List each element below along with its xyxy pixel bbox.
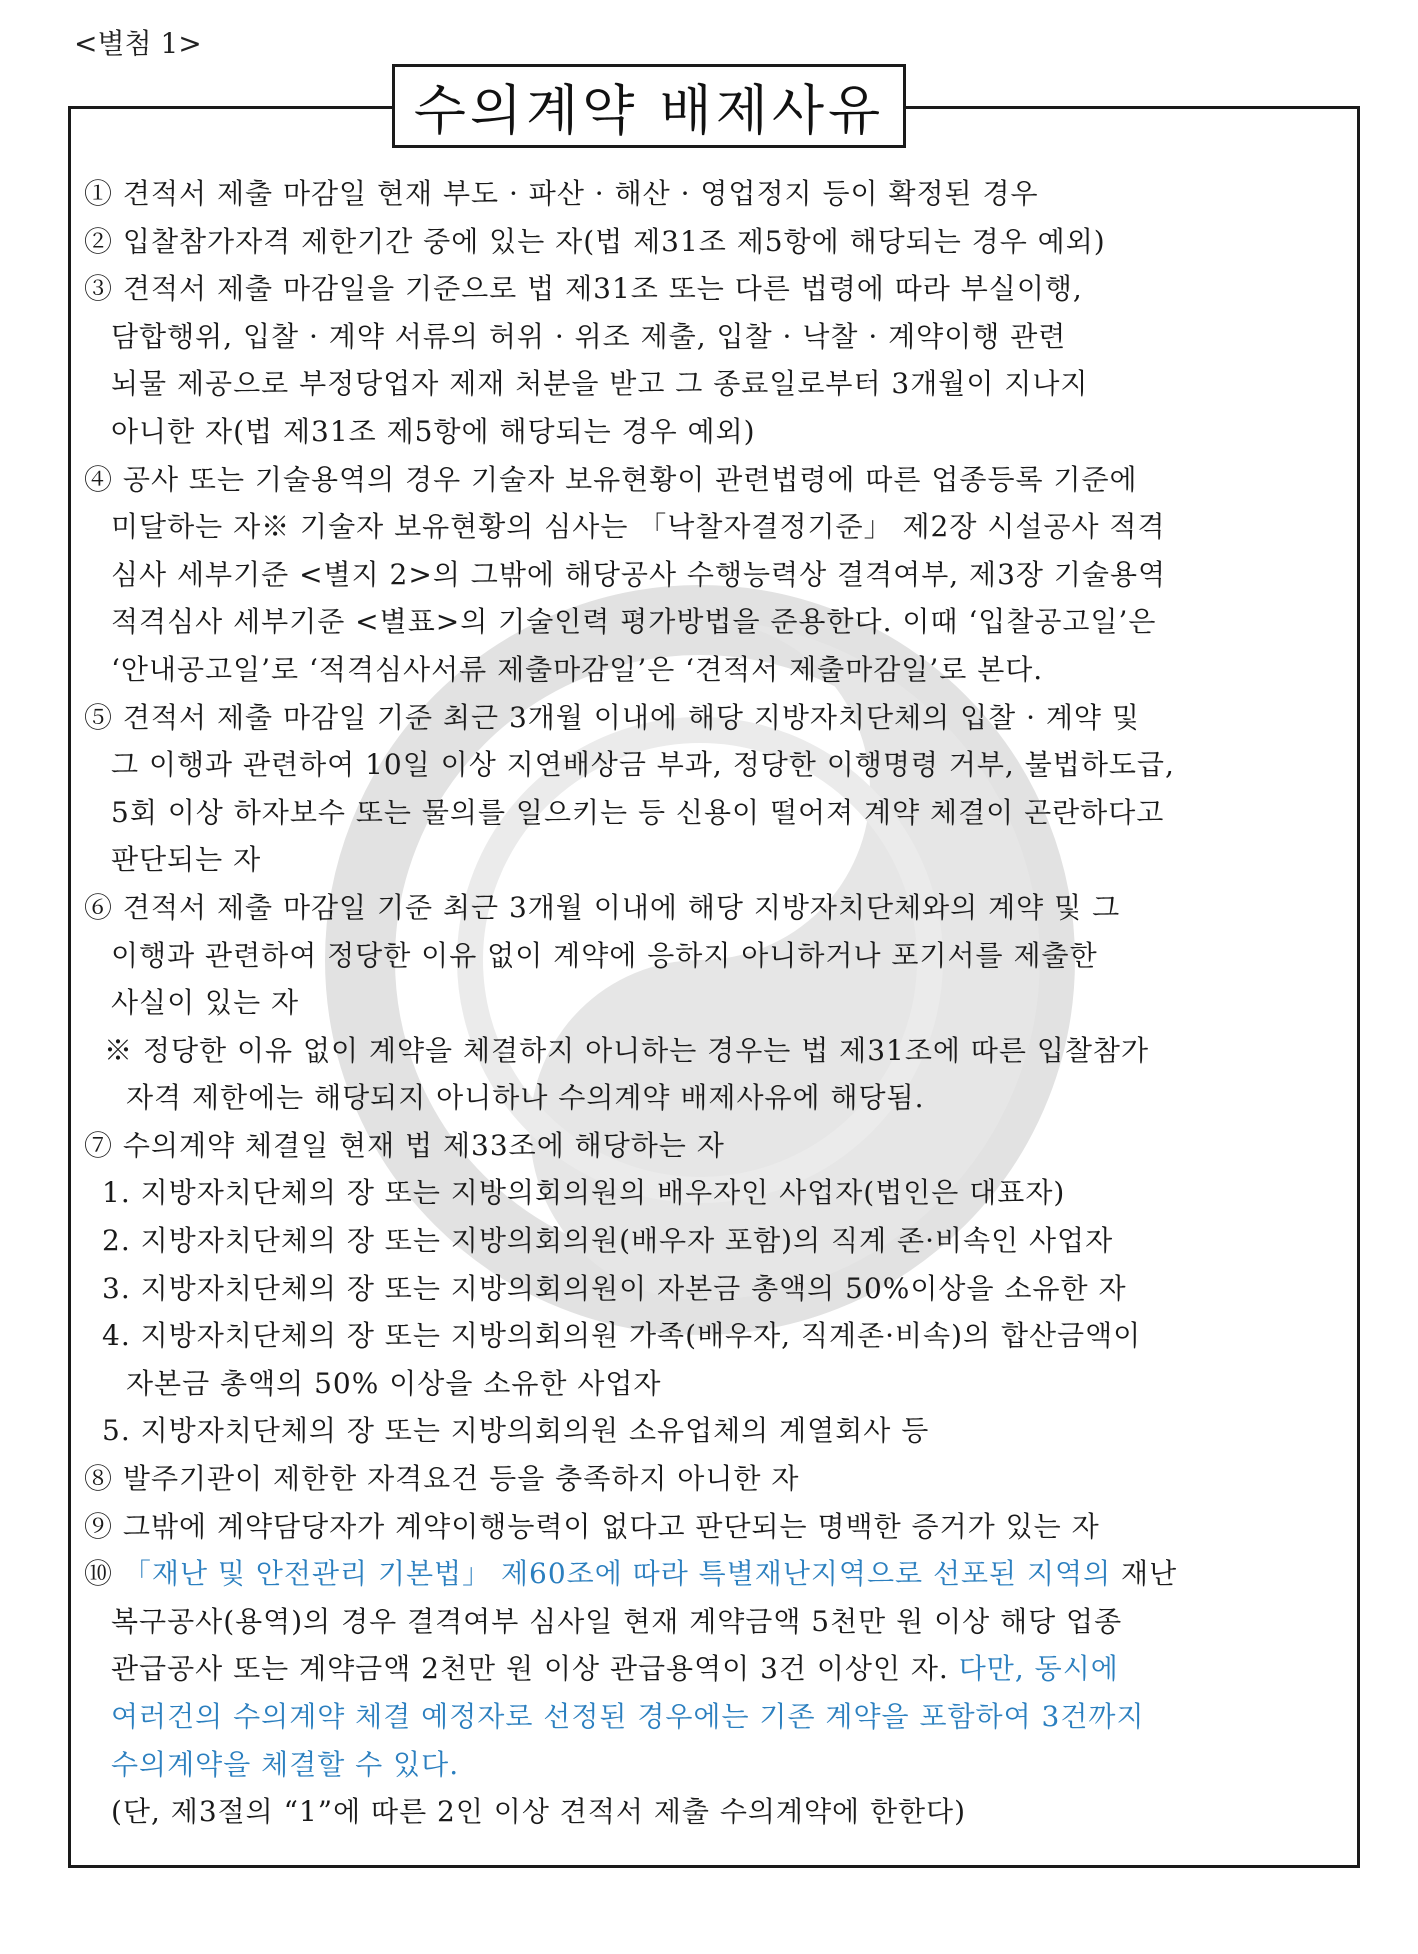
item-6-note-line-2: 자격 제한에는 해당되지 아니하나 수의계약 배제사유에 해당됨. [126, 1081, 925, 1115]
item-10-line-1 [84, 1550, 1334, 1598]
item-4-line-2: 미달하는 자※ 기술자 보유현황의 심사는 「낙찰자결정기준」 제2장 시설공사 적격 [111, 510, 1166, 544]
item-6-line-3: 사실이 있는 자 [111, 986, 300, 1020]
item-2: ② 입찰참가자격 제한기간 중에 있는 자(법 제31조 제5항에 해당되는 경우 예외) [84, 224, 1106, 258]
item-10-line-3-text: 관급공사 또는 계약금액 2천만 원 이상 관급용역이 3건 이상인 자. [111, 1652, 949, 1686]
item-5-line-3: 5회 이상 하자보수 또는 물의를 일으키는 등 신용이 떨어져 계약 체결이 곤란하다고 [111, 795, 1165, 829]
item-6-line-1: ⑥ 견적서 제출 마감일 기준 최근 3개월 이내에 해당 지방자치단체와의 계약 및 그 [84, 890, 1121, 924]
item-10-line-5: 수의계약을 체결할 수 있다. [111, 1747, 460, 1781]
item-7: ⑦ 수의계약 체결일 현재 법 제33조에 해당하는 자 [84, 1128, 725, 1162]
item-5-line-2: 그 이행과 관련하여 10일 이상 지연배상금 부과, 정당한 이행명령 거부, 불법하도급, [111, 748, 1175, 782]
item-4-line-5: ‘안내공고일’로 ‘적격심사서류 제출마감일’은 ‘견적서 제출마감일’로 본다. [111, 652, 1044, 686]
item-10-line-6: (단, 제3절의 “1”에 따른 2인 이상 견적서 제출 수의계약에 한한다) [111, 1795, 967, 1829]
item-4-line-1: ④ 공사 또는 기술용역의 경우 기술자 보유현황이 관련법령에 따른 업종등록 기준에 [84, 462, 1138, 496]
item-7-sub-4-line-2: 자본금 총액의 50% 이상을 소유한 사업자 [126, 1366, 662, 1400]
item-5-line-1: ⑤ 견적서 제출 마감일 기준 최근 3개월 이내에 해당 지방자치단체의 입찰 · 계약 및 [84, 700, 1140, 734]
item-7-sub-1: 1. 지방자치단체의 장 또는 지방의회의원의 배우자인 사업자(법인은 대표자) [102, 1176, 1066, 1210]
item-4-line-4: 적격심사 세부기준 <별표>의 기술인력 평가방법을 준용한다. 이때 ‘입찰공고일’은 [111, 605, 1157, 639]
item-10-number: ⑩ [84, 1557, 114, 1591]
attachment-label: <별첨 1> [74, 27, 202, 60]
item-7-sub-3: 3. 지방자치단체의 장 또는 지방의회의원이 자본금 총액의 50%이상을 소유한 자 [102, 1271, 1127, 1305]
item-10-line-2: 복구공사(용역)의 경우 결격여부 심사일 현재 계약금액 5천만 원 이상 해당 업종 [111, 1604, 1123, 1638]
item-10-highlight-2: 다만, 동시에 [948, 1652, 1119, 1686]
item-10-line-1-tail: 재난 [1111, 1557, 1178, 1591]
item-3-line-2: 담합행위, 입찰 · 계약 서류의 허위 · 위조 제출, 입찰 · 낙찰 · 계약이행 관련 [111, 319, 1067, 353]
item-6-note-line-1: ※ 정당한 이유 없이 계약을 체결하지 아니하는 경우는 법 제31조에 따른 입찰참가 [104, 1033, 1150, 1067]
item-10-line-3 [84, 1645, 1334, 1693]
item-3-line-1: ③ 견적서 제출 마감일을 기준으로 법 제31조 또는 다른 법령에 따라 부실이행, [84, 272, 1083, 306]
exclusion-reasons-list [84, 170, 1334, 1836]
item-4-line-3: 심사 세부기준 <별지 2>의 그밖에 해당공사 수행능력상 결격여부, 제3장 기술용역 [111, 557, 1167, 591]
document-title: 수의계약 배제사유 [392, 64, 906, 148]
item-1: ① 견적서 제출 마감일 현재 부도 · 파산 · 해산 · 영업정지 등이 확정된 경우 [84, 177, 1039, 210]
item-3-line-3: 뇌물 제공으로 부정당업자 제재 처분을 받고 그 종료일로부터 3개월이 지나지 [111, 367, 1089, 401]
item-7-sub-2: 2. 지방자치단체의 장 또는 지방의회의원(배우자 포함)의 직계 존·비속인 사업자 [102, 1224, 1114, 1258]
item-6-line-2: 이행과 관련하여 정당한 이유 없이 계약에 응하지 아니하거나 포기서를 제출한 [111, 938, 1098, 972]
item-10-highlight-1: 「재난 및 안전관리 기본법」 제60조에 따라 특별재난지역으로 선포된 지역의 [113, 1557, 1112, 1591]
item-7-sub-4-line-1: 4. 지방자치단체의 장 또는 지방의회의원 가족(배우자, 직계존·비속)의 합산금액이 [102, 1319, 1142, 1353]
item-8: ⑧ 발주기관이 제한한 자격요건 등을 충족하지 아니한 자 [84, 1462, 800, 1496]
item-7-sub-5: 5. 지방자치단체의 장 또는 지방의회의원 소유업체의 계열회사 등 [102, 1414, 930, 1448]
item-10-line-4: 여러건의 수의계약 체결 예정자로 선정된 경우에는 기존 계약을 포함하여 3건까지 [111, 1700, 1145, 1733]
item-5-line-4: 판단되는 자 [111, 843, 262, 877]
item-3-line-4: 아니한 자(법 제31조 제5항에 해당되는 경우 예외) [111, 414, 756, 448]
item-9: ⑨ 그밖에 계약담당자가 계약이행능력이 없다고 판단되는 명백한 증거가 있는 자 [84, 1509, 1100, 1543]
